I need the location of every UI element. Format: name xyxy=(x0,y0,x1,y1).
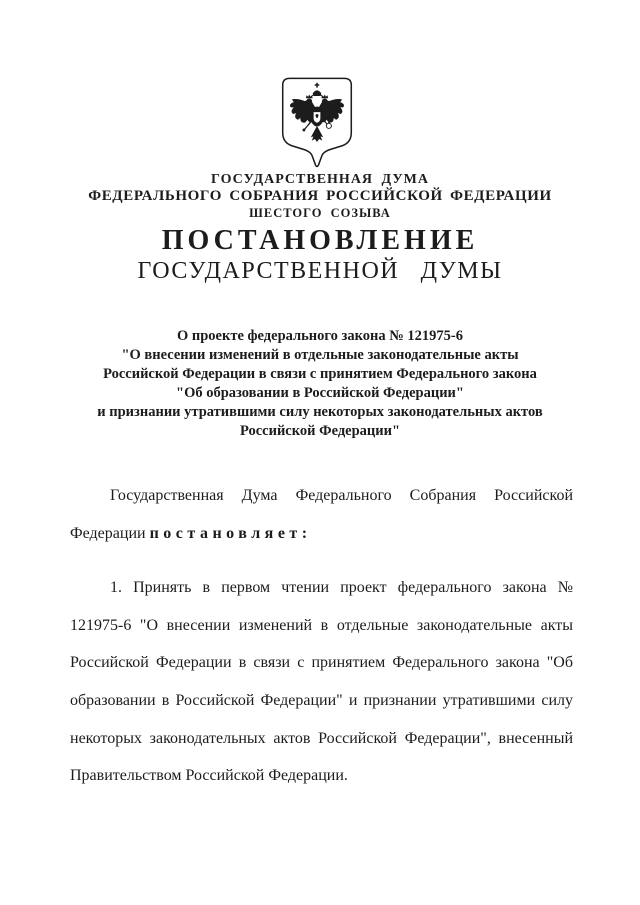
decree-word-emphasis: постановляет: xyxy=(149,524,312,542)
resolution-body xyxy=(70,477,573,795)
resolution-subject xyxy=(40,327,600,441)
paragraph-enacting xyxy=(70,477,573,552)
paragraph-item-1: 1. Принять в первом чтении проект федерального закона № 121975-6 "О внесении изменений в отдельные законодательные акты Российской Федерации в связи с принятием Федерального закона "Об образовании в Российской Федерации" и признании утратившими силу некоторых законодательных актов Российской Федерации", внесенный Правительством Российской Федерации. xyxy=(70,579,573,785)
org-name-line: ФЕДЕРАЛЬНОГО СОБРАНИЯ РОССИЙСКОЙ ФЕДЕРАЦИИ xyxy=(88,188,552,204)
org-name-line: ГОСУДАРСТВЕННАЯ ДУМА xyxy=(211,172,429,187)
organization-header xyxy=(0,172,640,220)
document-title-word: ПОСТАНОВЛЕНИЕ xyxy=(161,225,479,256)
subject-line: Российской Федерации" xyxy=(239,423,401,439)
subject-line: и признании утратившими силу некоторых законодательных актов xyxy=(97,404,543,420)
document-title xyxy=(0,226,640,284)
subject-line: Российской Федерации в связи с принятием Федерального закона xyxy=(103,366,537,382)
subject-line: "Об образовании в Российской Федерации" xyxy=(176,385,464,401)
org-convocation-line: ШЕСТОГО СОЗЫВА xyxy=(249,206,391,220)
coat-of-arms-emblem xyxy=(281,76,353,172)
subject-line: О проекте федерального закона № 121975-6 xyxy=(176,328,464,344)
document-title-issuer: ГОСУДАРСТВЕННОЙ ДУМЫ xyxy=(137,258,503,284)
subject-line: "О внесении изменений в отдельные законодательные акты xyxy=(121,347,519,363)
paragraph-enacting-text: Государственная Дума Федерального Собрания Российской Федерации xyxy=(70,487,573,542)
